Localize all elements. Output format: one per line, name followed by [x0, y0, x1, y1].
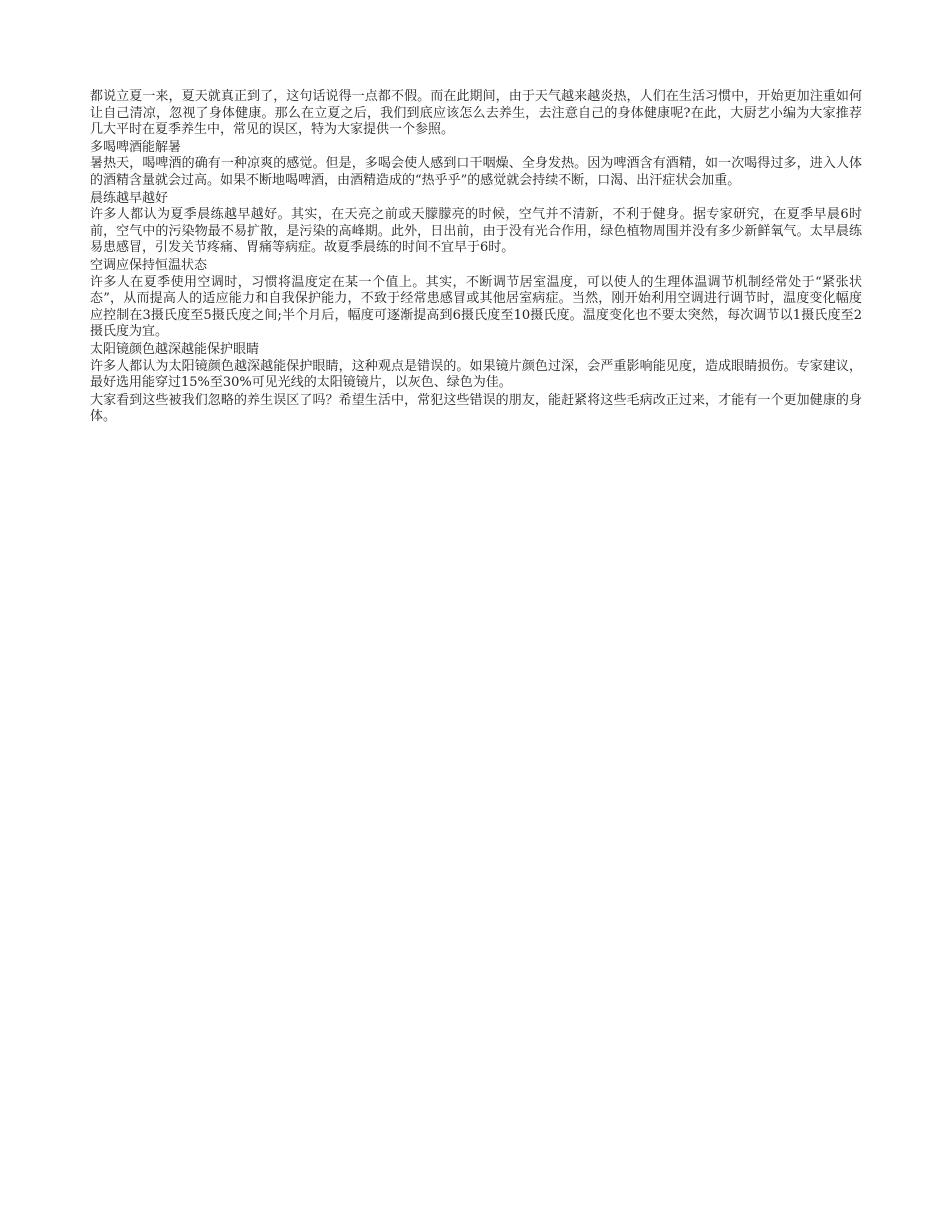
section-paragraph: 许多人在夏季使用空调时，习惯将温度定在某一个值上。其实，不断调节居室温度，可以使人的生理体温调节机制经常处于“紧张状态”，从而提高人的适应能力和自我保护能力，不致于经常患感冒或其他居室病症。当然，刚开始利用空调进行调节时，温度变化幅度应控制在3摄氏度至5摄氏度之间;半个月后，幅度可逐渐提高到6摄氏度至10摄氏度。温度变化也不要太突然，每次调节以1摄氏度至2摄氏度为宜。	[90, 274, 862, 340]
article-body	[90, 89, 862, 426]
section-heading: 空调应保持恒温状态	[90, 257, 208, 273]
section-paragraph: 许多人都认为夏季晨练越早越好。其实，在天亮之前或天朦朦亮的时候，空气并不清新，不利于健身。据专家研究，在夏季早晨6时前，空气中的污染物最不易扩散，是污染的高峰期。此外，日出前，由于没有光合作用，绿色植物周围并没有多少新鲜氧气。太早晨练易患感冒，引发关节疼痛、胃痛等病症。故夏季晨练的时间不宜早于6时。	[90, 207, 862, 256]
section-beer	[90, 140, 862, 190]
section-paragraph: 许多人都认为太阳镜颜色越深越能保护眼睛，这种观点是错误的。如果镜片颜色过深，会严重影响能见度，造成眼睛损伤。专家建议，最好选用能穿过15%至30%可见光线的太阳镜镜片，以灰色、绿色为佳。	[90, 358, 862, 391]
section-sunglasses	[90, 342, 862, 392]
conclusion-paragraph: 大家看到这些被我们忽略的养生误区了吗？希望生活中，常犯这些错误的朋友，能赶紧将这些毛病改正过来，才能有一个更加健康的身体。	[90, 392, 862, 425]
section-heading: 太阳镜颜色越深越能保护眼睛	[90, 341, 260, 357]
intro-paragraph: 都说立夏一来，夏天就真正到了，这句话说得一点都不假。而在此期间，由于天气越来越炎热，人们在生活习惯中，开始更加注重如何让自己清凉，忽视了身体健康。那么在立夏之后，我们到底应该怎么去养生，去注意自己的身体健康呢?在此，大厨艺小编为大家推荐几大平时在夏季养生中，常见的误区，特为大家提供一个参照。	[90, 89, 862, 138]
section-morning-exercise	[90, 191, 862, 257]
section-heading: 晨练越早越好	[90, 190, 169, 206]
section-paragraph: 暑热天，喝啤酒的确有一种凉爽的感觉。但是，多喝会使人感到口干咽燥、全身发热。因为啤酒含有酒精，如一次喝得过多，进入人体的酒精含量就会过高。如果不断地喝啤酒，由酒精造成的“热乎乎”的感觉就会持续不断，口渴、出汗症状会加重。	[90, 156, 862, 188]
section-heading: 多喝啤酒能解暑	[90, 139, 182, 155]
section-air-conditioning	[90, 258, 862, 341]
